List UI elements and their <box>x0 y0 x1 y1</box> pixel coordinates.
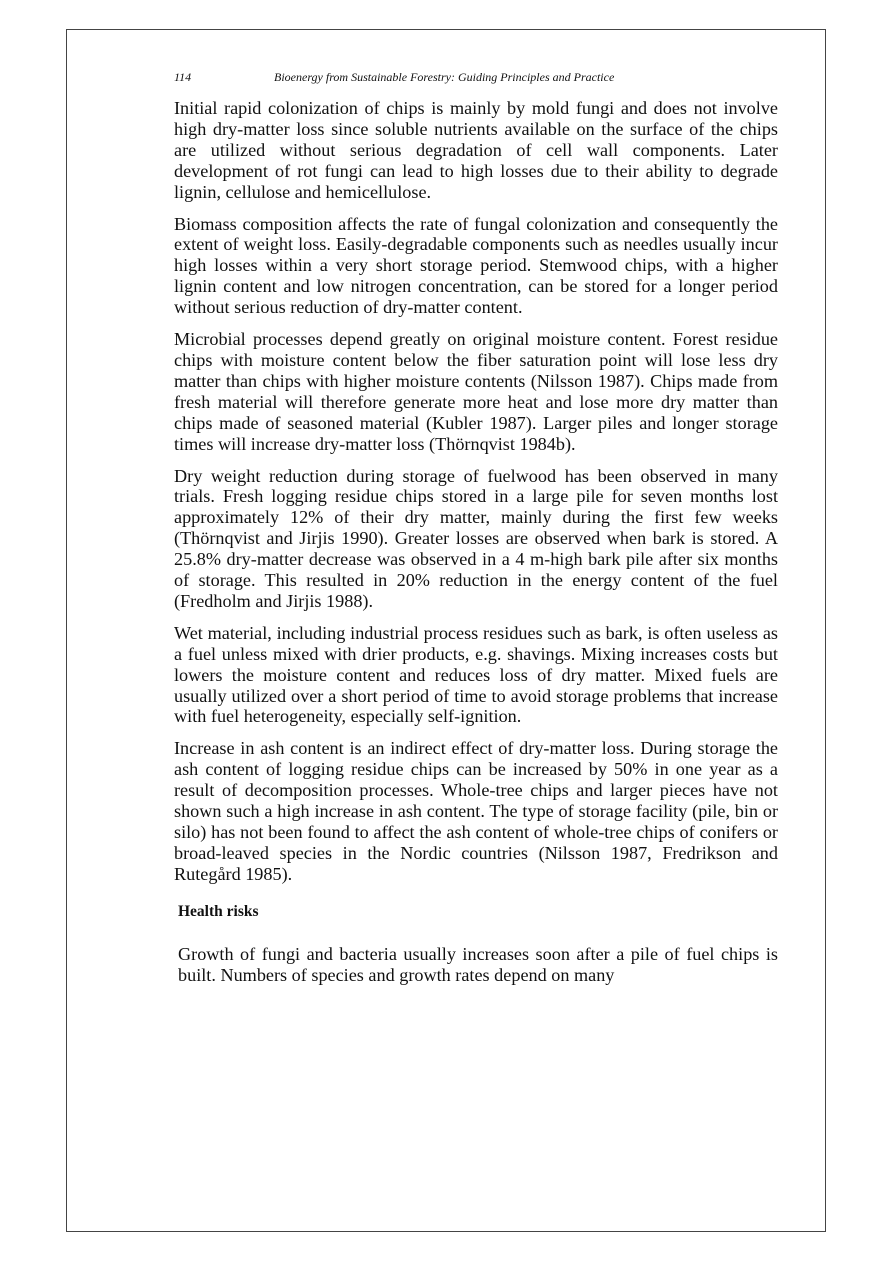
running-title: Bioenergy from Sustainable Forestry: Guiding Principles and Practice <box>274 70 615 84</box>
paragraph-ash-content: Increase in ash content is an indirect effect of dry-matter loss. During storage the ash content of logging residue chips can be increased by 50% in one year as a result of decomposition processes. Whole-tree chips and larger pieces have not shown such a high increase in ash content. The type of storage facility (pile, bin or silo) has not been found to affect the ash content of whole-tree chips of conifers or broad-leaved species in the Nordic countries (Nilsson 1987, Fredrikson and Rutegård 1985). <box>174 738 778 884</box>
paragraph-health-risks: Growth of fungi and bacteria usually increases soon after a pile of fuel chips is built. Numbers of species and growth rates depend on many <box>178 943 778 985</box>
paragraph-biomass-composition: Biomass composition affects the rate of fungal colonization and consequently the extent of weight loss. Easily-degradable components such as needles usually incur high losses within a very short storage period. Stemwood chips, with a higher lignin content and low nitrogen concentration, can be stored for a longer period without serious reduction of dry-matter content. <box>174 213 778 318</box>
body-text <box>174 98 778 997</box>
paragraph-wet-material: Wet material, including industrial process residues such as bark, is often useless as a fuel unless mixed with drier products, e.g. shavings. Mixing increases costs but lowers the moisture content and reduces loss of dry matter. Mixed fuels are usually utilized over a short period of time to avoid storage problems that increase with fuel heterogeneity, especially self-ignition. <box>174 622 778 727</box>
paragraph-dry-weight-reduction: Dry weight reduction during storage of fuelwood has been observed in many trials. Fresh logging residue chips stored in a large pile for seven months lost approximately 12% of their dry matter, mainly during the first few weeks (Thörnqvist and Jirjis 1990). Greater losses are observed when bark is stored. A 25.8% dry-matter decrease was observed in a 4 m-high bark pile after six months of storage. This resulted in 20% reduction in the energy content of the fuel (Fredholm and Jirjis 1988). <box>174 465 778 611</box>
paragraph-microbial-processes: Microbial processes depend greatly on original moisture content. Forest residue chips with moisture content below the fiber saturation point will lose less dry matter than chips with higher moisture contents (Nilsson 1987). Chips made from fresh material will therefore generate more heat and lose more dry matter than chips made of seasoned material (Kubler 1987). Larger piles and longer storage times will increase dry-matter loss (Thörnqvist 1984b). <box>174 329 778 454</box>
page-number: 114 <box>174 70 192 84</box>
section-heading-health-risks: Health risks <box>178 902 259 920</box>
paragraph-colonization: Initial rapid colonization of chips is mainly by mold fungi and does not involve high dry-matter loss since soluble nutrients available on the surface of the chips are utilized without serious degradation of cell wall components. Later development of rot fungi can lead to high losses due to their ability to degrade lignin, cellulose and hemicellulose. <box>174 98 778 202</box>
running-header <box>174 70 778 85</box>
